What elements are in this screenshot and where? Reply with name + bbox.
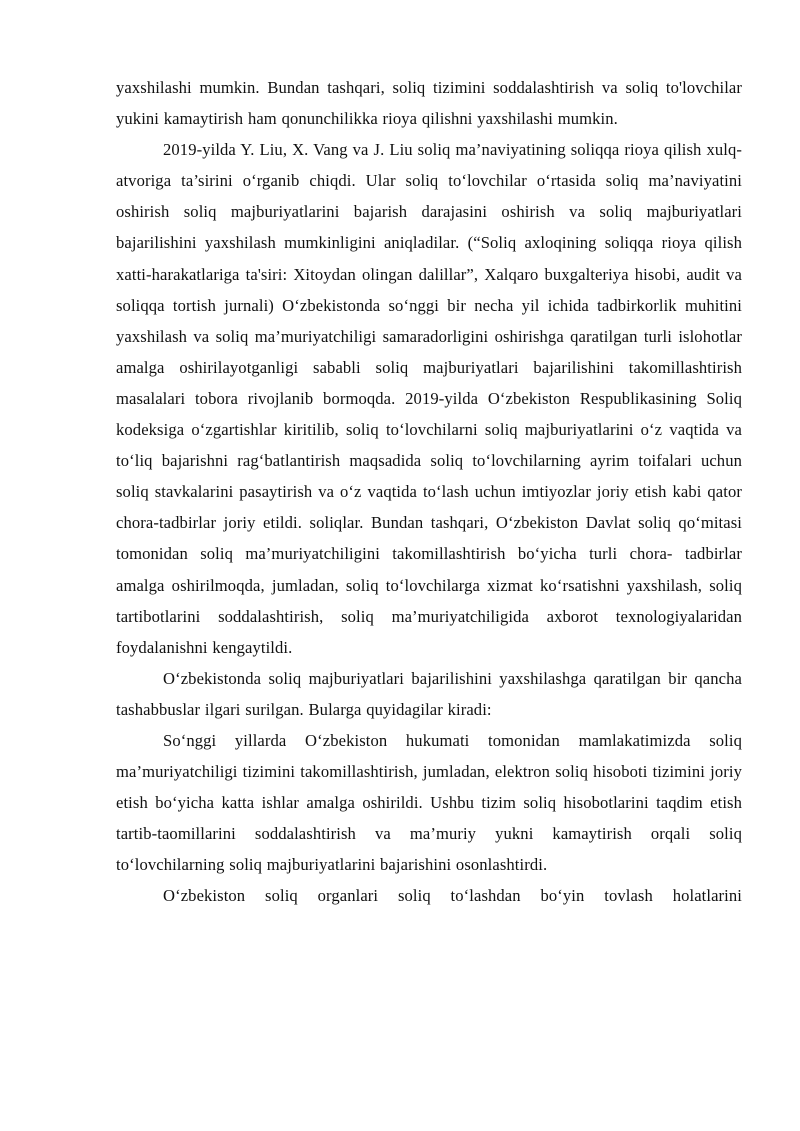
paragraph-tax-evasion: O‘zbekiston soliq organlari soliq to‘lashdan bo‘yin tovlash holatlarini [163, 886, 742, 906]
paragraph-initiatives-intro: O‘zbekistonda soliq majburiyatlari bajarilishini yaxshilashga qaratilgan bir qancha tashabbuslar ilgari surilgan. Bularga quyidagilar kiradi: [116, 668, 742, 719]
document-page [116, 72, 742, 912]
paragraph-continuation: yaxshilashi mumkin. Bundan tashqari, soliq tizimini soddalashtirish va soliq to'lovchilar yukini kamaytirish ham qonunchilikka rioya qilishni yaxshilashi mumkin. [116, 78, 742, 129]
paragraph-liu-study: 2019-yilda Y. Liu, X. Vang va J. Liu soliq ma’naviyatining soliqqa rioya qilish xulq-atvoriga ta’sirini o‘rganib chiqdi. Ular soliq to‘lovchilar o‘rtasida soliq ma’naviyatini oshirish soliq majburiyatlarini bajarish darajasini oshirish va soliq majburiyatlari bajarilishini yaxshilash mumkinligini aniqladilar. (“Soliq axloqining soliqqa rioya qilish xatti-harakatlariga ta'siri: Xitoydan olingan dalillar”, Xalqaro buxgalteriya hisobi, audit va soliqqa tortish jurnali) O‘zbekistonda so‘nggi bir necha yil ichida tadbirkorlik muhitini yaxshilash va soliq ma’muriyatchiligi samaradorligini oshirishga qaratilgan turli islohotlar amalga oshirilayotganligi sababli soliq majburiyatlari bajarilishini takomillashtirish masalalari tobora rivojlanib bormoqda. 2019-yilda O‘zbekiston Respublikasining Soliq kodeksiga o‘zgartishlar kiritilib, soliq to‘lovchilarni soliq majburiyatlarini o‘z vaqtida va to‘liq bajarishni rag‘batlantirish maqsadida soliq to‘lovchilarning ayrim toifalari uchun soliq stavkalarini pasaytirish va o‘z vaqtida to‘lash uchun imtiyozlar joriy etish kabi qator chora-tadbirlar joriy etildi. soliqlar. Bundan tashqari, O‘zbekiston Davlat soliq qo‘mitasi tomonidan soliq ma’muriyatchiligini takomillashtirish bo‘yicha turli chora- tadbirlar amalga oshirilmoqda, jumladan, soliq to‘lovchilarga xizmat ko‘rsatishni yaxshilash, soliq tartibotlarini soddalashtirish, soliq ma’muriyatchiligida axborot texnologiyalaridan foydalanishni kengaytildi. [116, 140, 742, 657]
paragraph-e-reporting: So‘nggi yillarda O‘zbekiston hukumati tomonidan mamlakatimizda soliq ma’muriyatchiligi tizimini takomillashtirish, jumladan, elektron soliq hisoboti tizimini joriy etish bo‘yicha katta ishlar amalga oshirildi. Ushbu tizim soliq hisobotlarini taqdim etish tartib-taomillarini soddalashtirish va ma’muriy yukni kamaytirish orqali soliq to‘lovchilarning soliq majburiyatlarini bajarishini osonlashtirdi. [116, 730, 742, 875]
